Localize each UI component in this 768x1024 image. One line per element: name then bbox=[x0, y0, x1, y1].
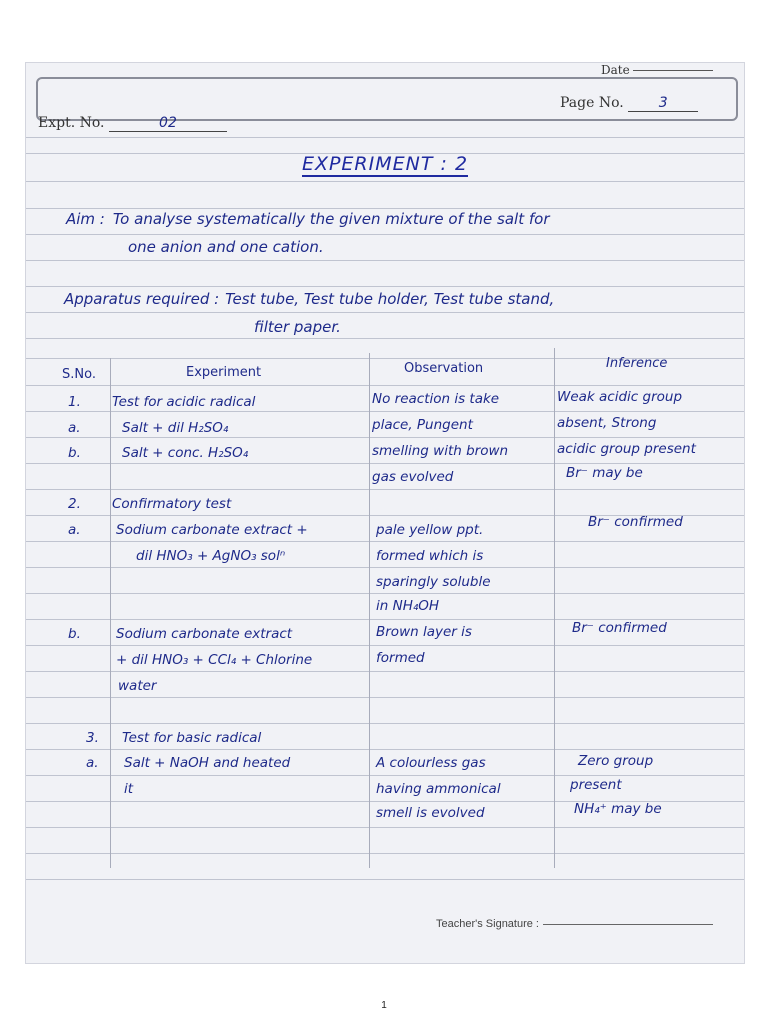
observation-cell: No reaction is take bbox=[372, 391, 500, 407]
inference-cell: NH₄⁺ may be bbox=[574, 801, 662, 817]
experiment-cell: it bbox=[124, 781, 134, 797]
sno-cell: b. bbox=[68, 445, 81, 461]
inference-cell: Weak acidic group bbox=[557, 389, 683, 405]
ruled-line bbox=[26, 463, 744, 464]
apparatus-label: Apparatus required : bbox=[64, 290, 220, 308]
date-field bbox=[601, 63, 713, 77]
column-header-sno: S.No. bbox=[62, 367, 96, 382]
inference-cell: present bbox=[570, 777, 622, 793]
experiment-cell: Test for basic radical bbox=[122, 730, 262, 746]
observation-cell: in NH₄OH bbox=[376, 598, 440, 614]
sno-cell: a. bbox=[68, 522, 81, 538]
ruled-line bbox=[26, 489, 744, 490]
experiment-cell: Confirmatory test bbox=[112, 496, 232, 512]
observation-cell: formed which is bbox=[376, 548, 484, 564]
experiment-cell: Sodium carbonate extract + bbox=[116, 522, 308, 538]
ruled-line bbox=[26, 137, 744, 138]
observation-cell: gas evolved bbox=[372, 469, 454, 485]
ruled-line bbox=[26, 697, 744, 698]
experiment-cell: Salt + NaOH and heated bbox=[124, 755, 291, 771]
experiment-cell: water bbox=[118, 678, 157, 694]
table-column-divider bbox=[369, 353, 370, 868]
ruled-line bbox=[26, 749, 744, 750]
experiment-number-value: 02 bbox=[109, 115, 227, 132]
sno-cell: a. bbox=[86, 755, 99, 771]
date-label: Date bbox=[601, 63, 630, 77]
sno-cell: 3. bbox=[86, 730, 99, 746]
inference-cell: Br⁻ may be bbox=[566, 465, 643, 481]
inference-cell: Br⁻ confirmed bbox=[588, 514, 683, 530]
observation-cell: place, Pungent bbox=[372, 417, 473, 433]
ruled-line bbox=[26, 775, 744, 776]
page-number-footer: 1 bbox=[381, 1000, 387, 1011]
ruled-line bbox=[26, 723, 744, 724]
observation-cell: formed bbox=[376, 650, 425, 666]
observation-cell: A colourless gas bbox=[376, 755, 486, 771]
experiment-cell: Salt + conc. H₂SO₄ bbox=[122, 445, 249, 461]
aim-section bbox=[66, 205, 726, 261]
page-number-value: 3 bbox=[628, 95, 698, 112]
observation-cell: sparingly soluble bbox=[376, 574, 491, 590]
page-title: EXPERIMENT : 2 bbox=[301, 153, 469, 175]
sno-cell: 2. bbox=[68, 496, 81, 512]
experiment-cell: dil HNO₃ + AgNO₃ solⁿ bbox=[136, 548, 286, 564]
table-column-divider bbox=[110, 358, 111, 868]
apparatus-line-2: filter paper. bbox=[254, 318, 341, 336]
aim-label: Aim : bbox=[66, 210, 105, 228]
observation-cell: Brown layer is bbox=[376, 624, 472, 640]
ruled-line bbox=[26, 411, 744, 412]
ruled-line bbox=[26, 671, 744, 672]
experiment-number-label: Expt. No. bbox=[38, 115, 105, 131]
sno-cell: 1. bbox=[68, 394, 81, 410]
sno-cell: a. bbox=[68, 420, 81, 436]
table-column-divider bbox=[554, 348, 555, 868]
date-line bbox=[633, 70, 713, 71]
ruled-line bbox=[26, 385, 744, 386]
aim-line-1: To analyse systematically the given mixture of the salt for bbox=[112, 210, 550, 228]
column-header-observation: Observation bbox=[404, 361, 484, 376]
teacher-signature-label: Teacher's Signature : bbox=[436, 918, 539, 930]
observation-cell: smell is evolved bbox=[376, 805, 485, 821]
signature-line bbox=[543, 924, 713, 925]
experiment-cell: Sodium carbonate extract bbox=[116, 626, 293, 642]
inference-cell: Br⁻ confirmed bbox=[572, 620, 667, 636]
ruled-line bbox=[26, 437, 744, 438]
teacher-signature-field bbox=[436, 918, 713, 930]
ruled-line bbox=[26, 567, 744, 568]
experiment-cell: Test for acidic radical bbox=[112, 394, 256, 410]
experiment-cell: + dil HNO₃ + CCl₄ + Chlorine bbox=[116, 652, 313, 668]
column-header-inference: Inference bbox=[606, 356, 668, 371]
inference-cell: acidic group present bbox=[557, 441, 696, 457]
inference-cell: Zero group bbox=[578, 753, 654, 769]
sno-cell: b. bbox=[68, 626, 81, 642]
ruled-line bbox=[26, 827, 744, 828]
column-header-experiment: Experiment bbox=[186, 365, 262, 380]
aim-line-2: one anion and one cation. bbox=[128, 238, 324, 256]
ruled-line bbox=[26, 645, 744, 646]
ruled-line bbox=[26, 879, 744, 880]
apparatus-section bbox=[64, 285, 734, 341]
experiment-cell: Salt + dil H₂SO₄ bbox=[122, 420, 229, 436]
ruled-line bbox=[26, 541, 744, 542]
page-number-field bbox=[560, 95, 698, 112]
inference-cell: absent, Strong bbox=[557, 415, 657, 431]
observation-cell: having ammonical bbox=[376, 781, 501, 797]
ruled-line bbox=[26, 593, 744, 594]
notebook-page bbox=[25, 62, 745, 964]
ruled-line bbox=[26, 181, 744, 182]
ruled-line bbox=[26, 853, 744, 854]
observation-cell: pale yellow ppt. bbox=[376, 522, 484, 538]
page-number-label: Page No. bbox=[560, 95, 624, 111]
apparatus-line-1: Test tube, Test tube holder, Test tube stand, bbox=[225, 290, 555, 308]
observation-cell: smelling with brown bbox=[372, 443, 509, 459]
experiment-number-field bbox=[38, 115, 227, 132]
